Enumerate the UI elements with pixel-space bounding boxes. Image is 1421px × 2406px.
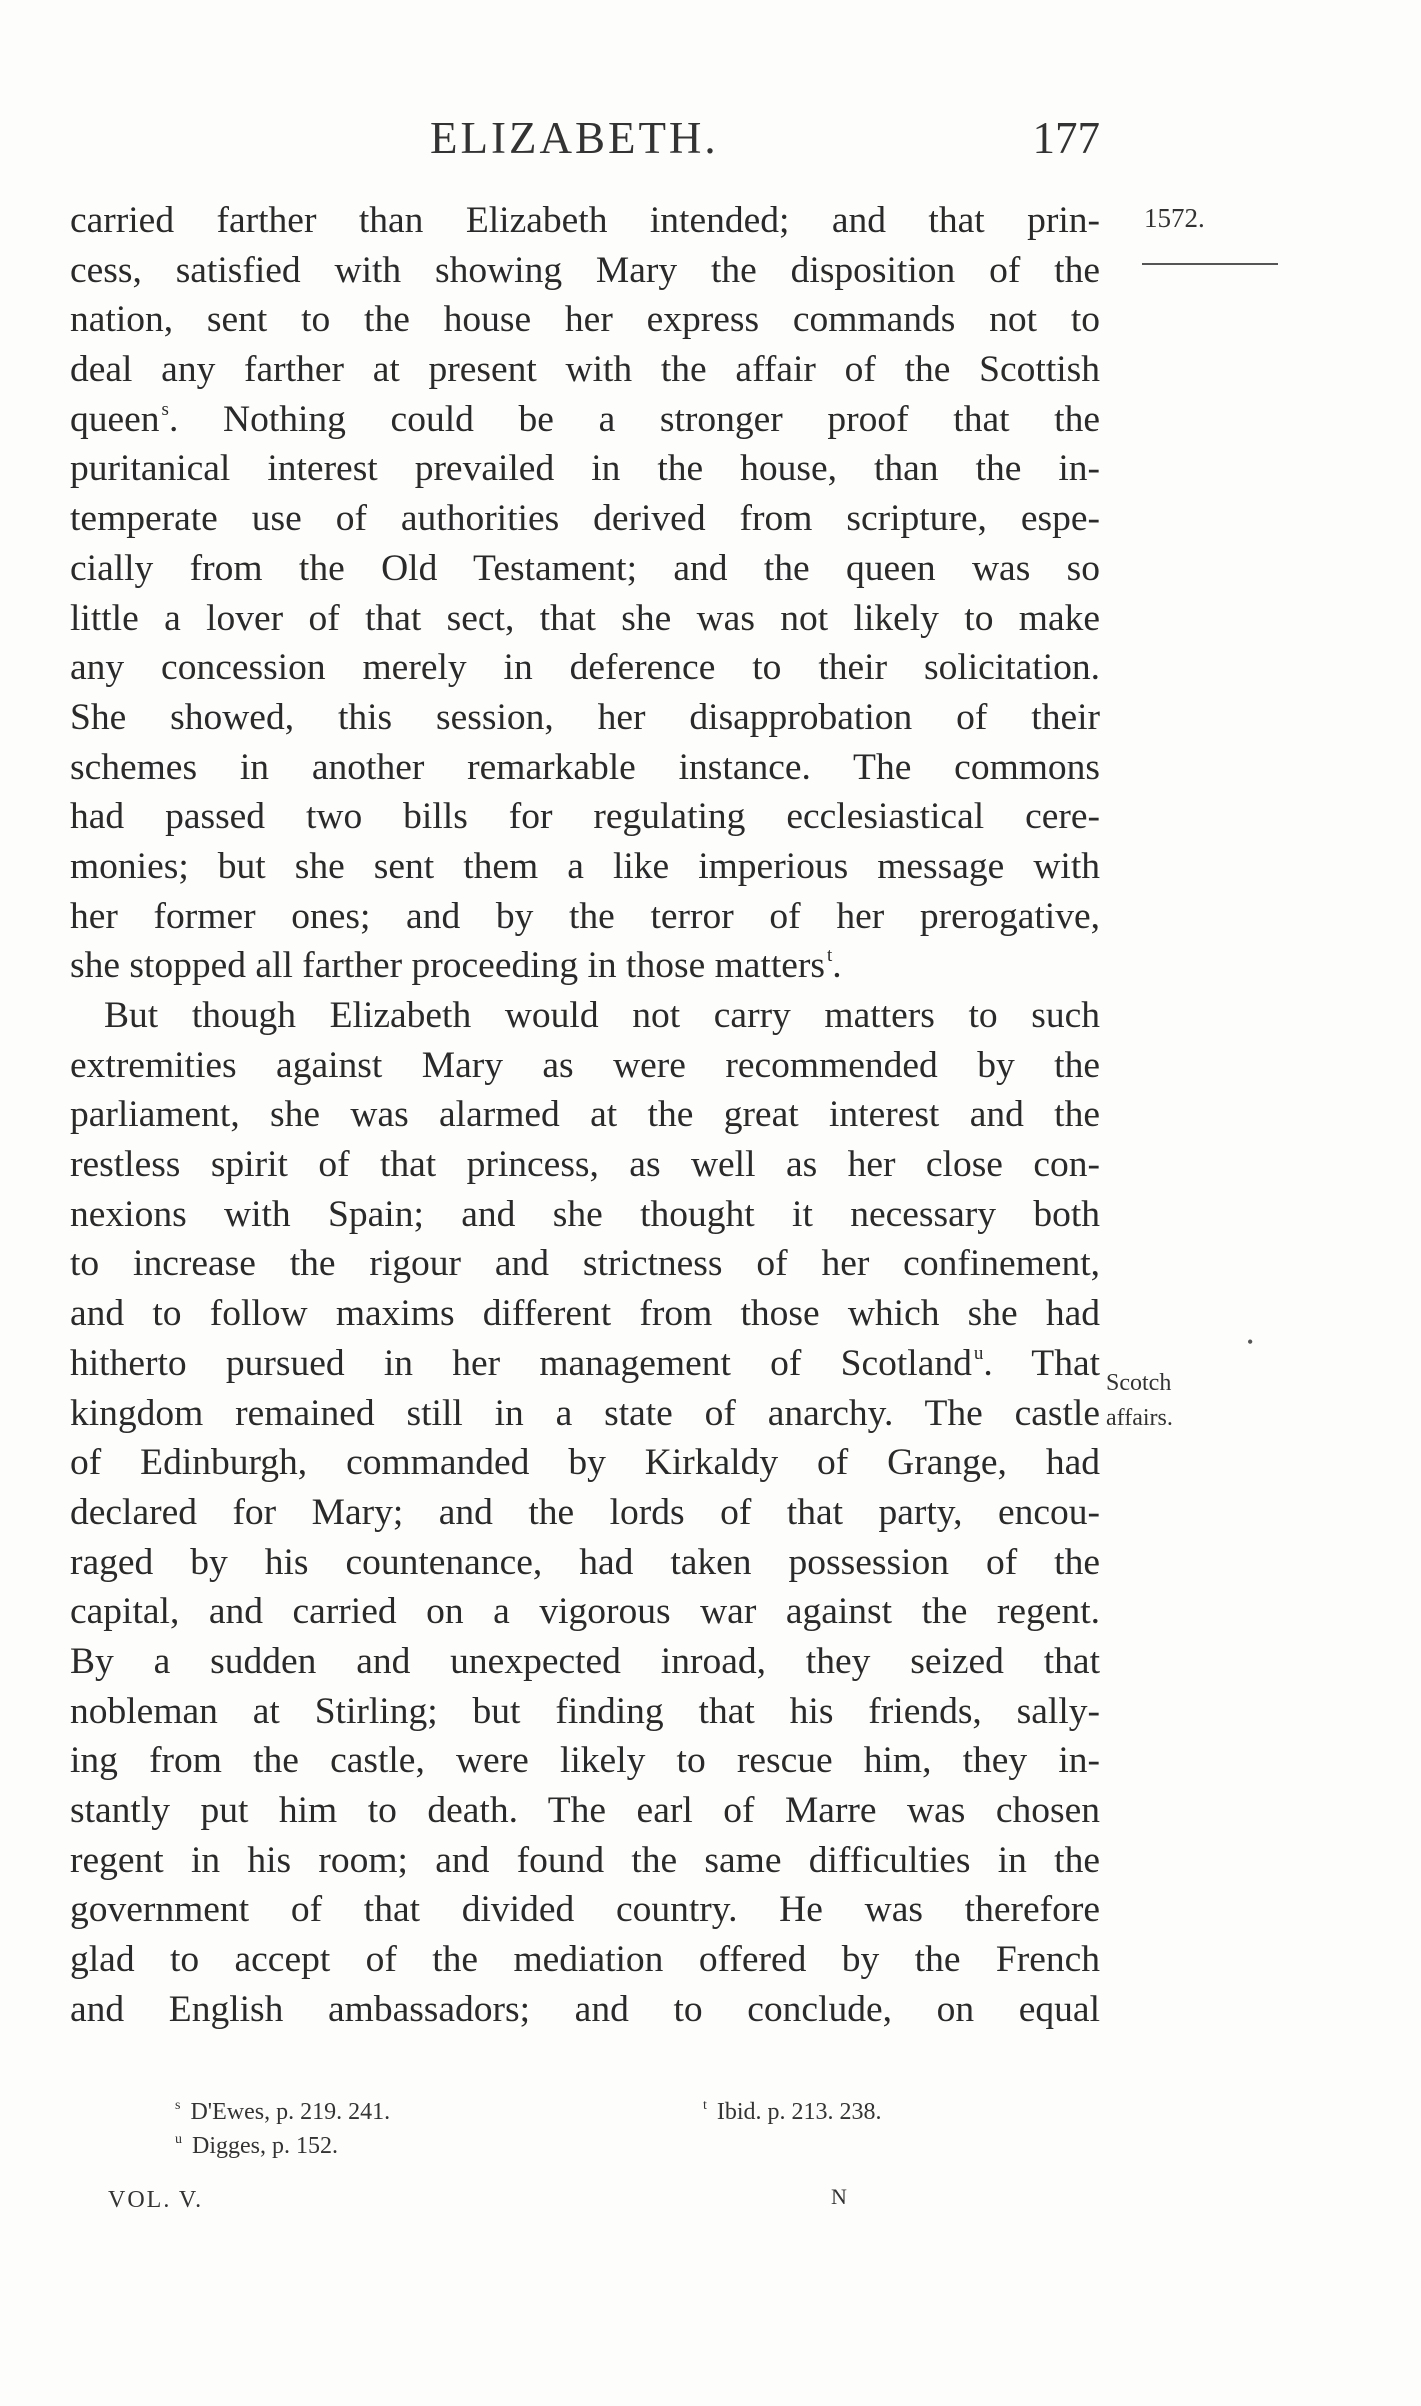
side-mark: • (1247, 1332, 1254, 1352)
text-line (70, 1339, 1100, 1389)
footnote-mark: t (703, 2098, 707, 2113)
footnote-text: D'Ewes, p. 219. 241. (190, 2099, 391, 2125)
text-line: regent in his room; and found the same difficulties in the (70, 1839, 1100, 1881)
page-number: 177 (1032, 113, 1100, 163)
text-line: glad to accept of the mediation offered by the French (70, 1939, 1100, 1981)
text-line: stantly put him to death. The earl of Marre was chosen (70, 1790, 1100, 1831)
text-line: her former ones; and by the terror of her prerogative, (70, 895, 1100, 937)
text-line: By a sudden and unexpected inroad, they seized that (70, 1640, 1100, 1682)
footnote-t (703, 2098, 882, 2126)
signature-mark: N (831, 2184, 847, 2209)
text-line: declared for Mary; and the lords of that party, encou- (70, 1491, 1100, 1533)
page-header (70, 112, 1100, 172)
margin-date: 1572. (1144, 203, 1205, 233)
text-line: cess, satisfied with showing Mary the disposition of the (70, 249, 1100, 291)
text-line: and English ambassadors; and to conclude, on equal (70, 1988, 1100, 2030)
text-line (70, 941, 1100, 991)
text-line: nation, sent to the house her express commands not to (70, 299, 1100, 341)
body-text (70, 196, 1100, 2034)
text-line: She showed, this session, her disapprobation of their (70, 696, 1100, 738)
volume-label: VOL. V. (108, 2187, 204, 2213)
text-line: kingdom remained still in a state of anarchy. The castle (70, 1392, 1100, 1434)
text-fragment: she stopped all farther proceeding in those matters (70, 945, 825, 987)
margin-rule (1142, 263, 1278, 265)
text-line: restless spirit of that princess, as well as her close con- (70, 1144, 1100, 1186)
side-note-affairs: affairs. (1106, 1405, 1173, 1431)
text-line: ing from the castle, were likely to rescue him, they in- (70, 1740, 1100, 1782)
text-fragment: That (1031, 1342, 1101, 1384)
text-line (70, 395, 1100, 445)
punctuation: . (983, 1342, 993, 1384)
footnote-ref-t: t (826, 945, 833, 967)
text-fragment: hitherto pursued in her management of Scotland (70, 1342, 972, 1384)
side-note-scotch: Scotch (1106, 1370, 1172, 1396)
running-head: ELIZABETH. (430, 113, 719, 163)
text-line: schemes in another remarkable instance. The commons (70, 746, 1100, 788)
text-line: any concession merely in deference to their solicitation. (70, 647, 1100, 689)
text-line: puritanical interest prevailed in the house, than the in- (70, 448, 1100, 490)
footnote-text: Ibid. p. 213. 238. (716, 2099, 882, 2125)
text-line: parliament, she was alarmed at the great interest and the (70, 1094, 1100, 1136)
text-line: nobleman at Stirling; but finding that his friends, sally- (70, 1690, 1100, 1732)
text-fragment: Nothing could be a stronger proof that the (222, 398, 1100, 440)
text-line: carried farther than Elizabeth intended; and that prin- (70, 200, 1100, 241)
text-line: extremities against Mary as were recommended by the (70, 1044, 1100, 1086)
footnote-text: Digges, p. 152. (192, 2133, 338, 2159)
footnote-ref-u: u (973, 1342, 984, 1364)
text-line: had passed two bills for regulating ecclesiastical cere- (70, 796, 1100, 838)
punctuation: . (832, 945, 842, 987)
text-line: of Edinburgh, commanded by Kirkaldy of Grange, had (70, 1442, 1100, 1484)
footnote-mark: u (175, 2132, 182, 2147)
footnote-s (175, 2098, 390, 2126)
text-line: nexions with Spain; and she thought it necessary both (70, 1193, 1100, 1235)
text-line: little a lover of that sect, that she was not likely to make (70, 597, 1100, 639)
footnote-u (175, 2132, 338, 2160)
text-line: to increase the rigour and strictness of her confinement, (70, 1243, 1100, 1285)
text-line: deal any farther at present with the affair of the Scottish (70, 349, 1100, 391)
footnote-mark: s (175, 2098, 181, 2113)
punctuation: . (168, 398, 179, 440)
text-line: capital, and carried on a vigorous war against the regent. (70, 1591, 1100, 1633)
text-line: cially from the Old Testament; and the queen was so (70, 547, 1100, 589)
text-line: monies; but she sent them a like imperious message with (70, 845, 1100, 887)
text-line: temperate use of authorities derived from scripture, espe- (70, 498, 1100, 540)
text-line: government of that divided country. He was therefore (70, 1889, 1100, 1931)
text-fragment: queen (70, 398, 160, 440)
text-line: But though Elizabeth would not carry matters to such (104, 995, 1100, 1036)
text-line: and to follow maxims different from those which she had (70, 1293, 1100, 1335)
footnote-ref-s: s (161, 398, 169, 420)
text-line: raged by his countenance, had taken possession of the (70, 1541, 1100, 1583)
